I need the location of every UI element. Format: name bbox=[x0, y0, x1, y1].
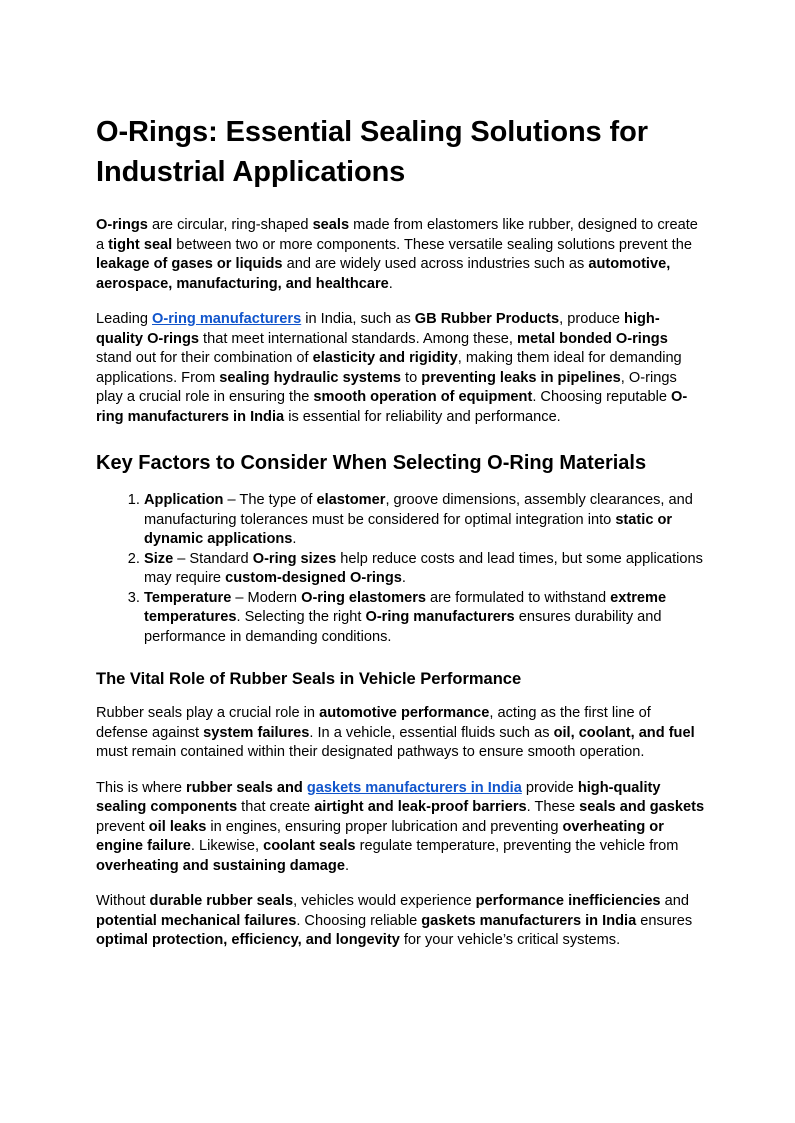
text: prevent bbox=[96, 818, 149, 835]
bold-text: rubber seals and bbox=[186, 779, 307, 796]
text: regulate temperature, preventing the vehicle from bbox=[355, 838, 679, 854]
text: Leading bbox=[96, 311, 152, 327]
bold-text: O-rings bbox=[96, 217, 148, 233]
text: , making them ideal for demanding applications. From bbox=[96, 350, 682, 386]
o-ring-manufacturers-link[interactable]: O-ring manufacturers bbox=[152, 311, 302, 327]
rubber-seals-paragraph bbox=[96, 704, 706, 763]
bold-text: high-quality sealing components bbox=[96, 779, 661, 815]
text: Without bbox=[96, 893, 150, 909]
bold-text: gaskets manufacturers in India bbox=[421, 912, 637, 929]
bold-text: coolant seals bbox=[263, 838, 356, 854]
bold-text: O-ring manufacturers bbox=[365, 609, 515, 625]
key-factors-list bbox=[96, 491, 706, 647]
bold-text: Application bbox=[144, 492, 224, 508]
text: . Likewise, bbox=[190, 838, 264, 854]
conclusion-paragraph bbox=[96, 892, 706, 951]
bold-text: airtight and leak-proof barriers bbox=[314, 799, 527, 815]
text: are formulated to withstand bbox=[426, 589, 611, 606]
intro-paragraph bbox=[96, 216, 706, 294]
bold-text: oil, coolant, and fuel bbox=[553, 724, 695, 741]
text: – The type of bbox=[223, 492, 317, 508]
bold-text: elastomer bbox=[316, 492, 386, 508]
text: , acting as the first line of defense against bbox=[96, 705, 651, 741]
text: . In a vehicle, essential fluids such as bbox=[309, 724, 554, 741]
bold-text: seals bbox=[312, 217, 350, 233]
text: . bbox=[292, 531, 297, 547]
bold-text: leakage of gases or liquids bbox=[96, 256, 283, 272]
text: . Selecting the right bbox=[236, 609, 366, 625]
text: is essential for reliability and performance. bbox=[284, 408, 561, 425]
section-heading-rubber-seals: The Vital Role of Rubber Seals in Vehicle Performance bbox=[96, 670, 522, 688]
bold-text: performance inefficiencies bbox=[475, 893, 661, 909]
text: in engines, ensuring proper lubrication and preventing bbox=[206, 818, 563, 835]
text: in India, such as bbox=[301, 311, 415, 327]
text: . bbox=[401, 570, 406, 586]
text: stand out for their combination of bbox=[96, 350, 313, 366]
gaskets-paragraph bbox=[96, 779, 706, 877]
text: , groove dimensions, assembly clearances, and manufacturing tolerances must be considered for optimal integration into bbox=[144, 492, 693, 528]
text: ensures durability and performance in demanding conditions. bbox=[144, 609, 662, 645]
bold-text: Temperature bbox=[144, 589, 232, 606]
bold-text: potential mechanical failures bbox=[96, 912, 297, 929]
text: . These bbox=[526, 799, 580, 815]
gaskets-manufacturers-link[interactable]: gaskets manufacturers in India bbox=[306, 779, 522, 796]
bold-text: O-ring sizes bbox=[252, 550, 337, 567]
text: to bbox=[401, 369, 422, 386]
bold-text: extreme temperatures bbox=[144, 589, 667, 625]
bold-text: seals and gaskets bbox=[579, 799, 705, 815]
bold-text: automotive performance bbox=[319, 705, 490, 721]
bold-text: sealing hydraulic systems bbox=[219, 369, 401, 386]
text: , vehicles would experience bbox=[293, 893, 476, 909]
text: Rubber seals play a crucial role in bbox=[96, 705, 320, 721]
text: and are widely used across industries such as bbox=[282, 256, 589, 272]
bold-text: automotive, aerospace, manufacturing, and healthcare bbox=[96, 256, 671, 292]
text: . Choosing reputable bbox=[532, 389, 672, 405]
text: . bbox=[388, 275, 393, 292]
page-title: O-Rings: Essential Sealing Solutions for Industrial Applications bbox=[96, 116, 648, 188]
text: for your vehicle’s critical systems. bbox=[399, 932, 621, 948]
text: made from elastomers like rubber, designed to create a bbox=[96, 217, 698, 253]
text: provide bbox=[521, 779, 578, 796]
bold-text: static or dynamic applications bbox=[144, 511, 673, 547]
bold-text: optimal protection, efficiency, and longevity bbox=[96, 932, 400, 948]
text: , produce bbox=[559, 311, 625, 327]
list-item bbox=[144, 589, 706, 648]
bold-text: overheating and sustaining damage bbox=[96, 857, 345, 874]
list-item bbox=[144, 550, 706, 589]
text: help reduce costs and lead times, but some applications may require bbox=[144, 550, 703, 586]
bold-text: O-ring elastomers bbox=[301, 589, 426, 606]
bold-text: GB Rubber Products bbox=[414, 311, 560, 327]
manufacturers-paragraph bbox=[96, 310, 706, 427]
text: that meet international standards. Among these, bbox=[198, 330, 517, 347]
bold-text: durable rubber seals bbox=[149, 893, 294, 909]
bold-text: Size bbox=[144, 550, 174, 567]
document-page bbox=[96, 112, 706, 967]
text: , O-rings play a crucial role in ensuring the bbox=[96, 369, 677, 405]
text: – Standard bbox=[173, 550, 253, 567]
text: must remain contained within their designated pathways to ensure smooth operation. bbox=[96, 744, 645, 760]
list-item bbox=[144, 491, 706, 550]
text: and bbox=[660, 893, 689, 909]
bold-text: high-quality O-rings bbox=[96, 311, 660, 347]
bold-text: oil leaks bbox=[148, 818, 207, 835]
text: are circular, ring-shaped bbox=[147, 217, 313, 233]
bold-text: elasticity and rigidity bbox=[312, 350, 458, 366]
bold-text: smooth operation of equipment bbox=[313, 389, 533, 405]
text: that create bbox=[237, 799, 315, 815]
section-heading-key-factors: Key Factors to Consider When Selecting O-Ring Materials bbox=[96, 452, 647, 474]
bold-text: metal bonded O-rings bbox=[517, 330, 668, 347]
bold-text: O-ring manufacturers in India bbox=[96, 389, 688, 425]
text: This is where bbox=[96, 779, 187, 796]
text: . bbox=[344, 857, 350, 874]
bold-text: system failures bbox=[203, 724, 310, 741]
text: ensures bbox=[636, 912, 693, 929]
text: between two or more components. These versatile sealing solutions prevent the bbox=[172, 236, 692, 253]
text: . Choosing reliable bbox=[296, 912, 422, 929]
bold-text: overheating or engine failure bbox=[96, 818, 664, 854]
bold-text: preventing leaks in pipelines bbox=[421, 369, 621, 386]
bold-text: tight seal bbox=[108, 236, 173, 253]
text: – Modern bbox=[231, 589, 302, 606]
bold-text: custom-designed O-rings bbox=[225, 570, 402, 586]
